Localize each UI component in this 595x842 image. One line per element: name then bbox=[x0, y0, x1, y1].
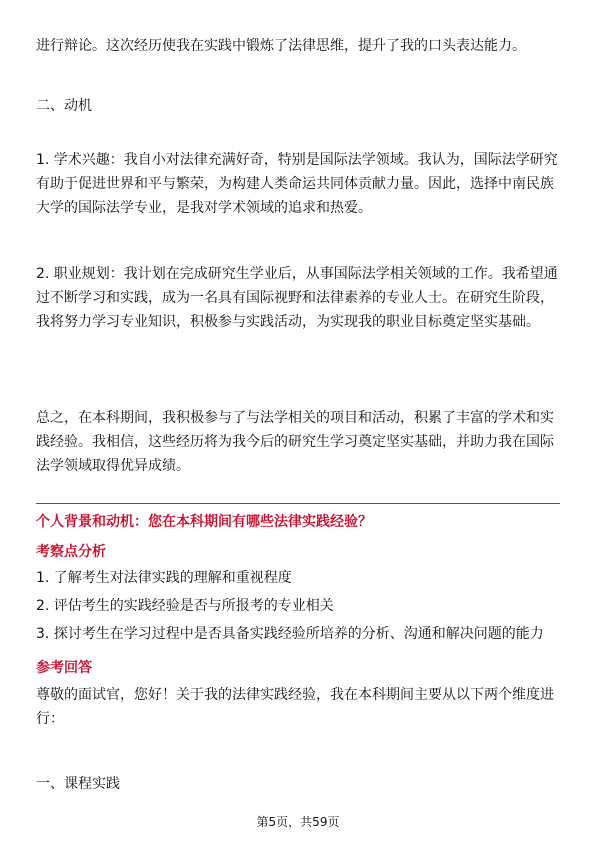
answer-intro-paragraph: 尊敬的面试官，您好！关于我的法律实践经验，我在本科期间主要从以下两个维度进行： bbox=[36, 687, 554, 727]
section-divider bbox=[36, 503, 560, 504]
answer-label: 参考回答 bbox=[36, 660, 92, 676]
analysis-label: 考察点分析 bbox=[36, 544, 106, 560]
page-number: 第5页，共59页 bbox=[256, 815, 340, 829]
analysis-item: 1. 了解考生对法律实践的理解和重视程度 bbox=[36, 570, 292, 586]
document-page bbox=[36, 0, 560, 842]
motive-career-paragraph: 2. 职业规划：我计划在完成研究生学业后，从事国际法学相关领域的工作。我希望通过不断学习和实践，成为一名具有国际视野和法律素养的专业人士。在研究生阶段，我将努力学习专业知识，积极参与实践活动，为实现我的职业目标奠定坚实基础。 bbox=[36, 266, 558, 330]
section-heading-course-practice: 一、课程实践 bbox=[36, 776, 120, 792]
interview-question: 个人背景和动机：您在本科期间有哪些法律实践经验？ bbox=[36, 514, 372, 530]
motive-academic-paragraph: 1. 学术兴趣：我自小对法律充满好奇，特别是国际法学领域。我认为，国际法学研究有助于促进世界和平与繁荣，为构建人类命运共同体贡献力量。因此，选择中南民族大学的国际法学专业，是我对学术领域的追求和热爱。 bbox=[36, 152, 558, 216]
summary-paragraph: 总之，在本科期间，我积极参与了与法学相关的项目和活动，积累了丰富的学术和实践经验。我相信，这些经历将为我今后的研究生学习奠定坚实基础，并助力我在国际法学领域取得优异成绩。 bbox=[36, 410, 554, 474]
intro-tail-paragraph: 进行辩论。这次经历使我在实践中锻炼了法律思维，提升了我的口头表达能力。 bbox=[36, 38, 526, 54]
section-heading-motivation: 二、动机 bbox=[36, 98, 92, 114]
analysis-item: 3. 探讨考生在学习过程中是否具备实践经验所培养的分析、沟通和解决问题的能力 bbox=[36, 626, 544, 642]
analysis-item: 2. 评估考生的实践经验是否与所报考的专业相关 bbox=[36, 598, 334, 614]
